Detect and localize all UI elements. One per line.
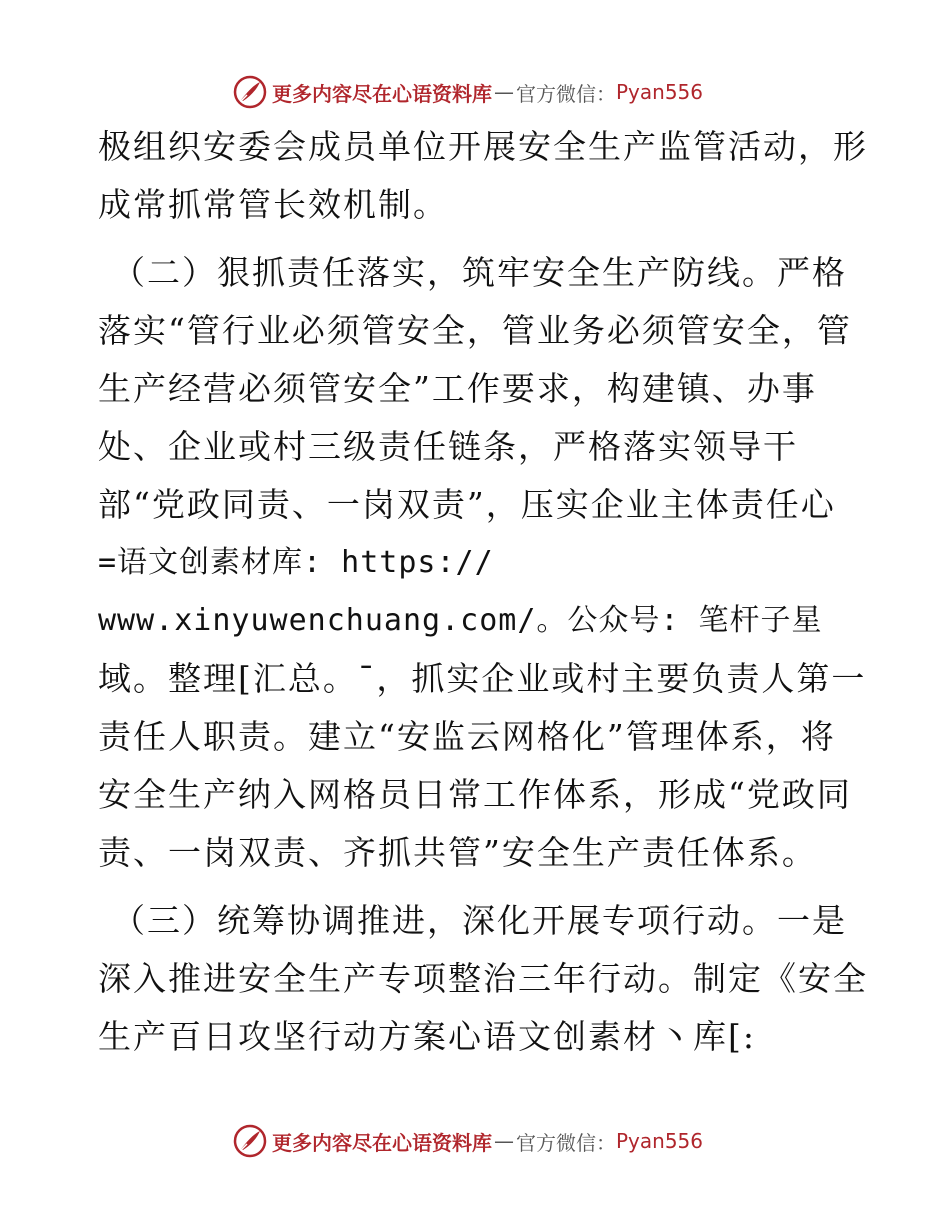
body-line: 极组织安委会成员单位开展安全生产监管活动，形	[98, 127, 868, 166]
body-line: 部“党政同责、一岗双责”，压实企业主体责任心	[98, 485, 836, 524]
footer-watermark	[232, 1121, 703, 1161]
body-line: 深入推进安全生产专项整治三年行动。制定《安全	[98, 959, 868, 998]
feather-pen-logo-icon	[232, 74, 268, 110]
body-line: 处、企业或村三级责任链条，严格落实领导干	[98, 427, 798, 466]
watermark-official-label: 官方微信：	[516, 1130, 616, 1155]
watermark-separator: —	[494, 80, 514, 104]
watermark-separator: —	[494, 1129, 514, 1153]
body-line: =语文创素材库: https://	[98, 545, 494, 580]
body-line: 域。整理[汇总。¯，抓实企业或村主要负责人第一	[98, 659, 867, 698]
document-body	[98, 118, 868, 1066]
body-line: 生产百日攻坚行动方案心语文创素材丶库[:	[98, 1017, 756, 1056]
body-line: www.xinyuwenchuang.com/。公众号: 笔杆子星	[98, 603, 823, 638]
section-heading-line: （二）狠抓责任落实，筑牢安全生产防线。严格	[112, 253, 847, 292]
watermark-wechat-id: Pyan556	[616, 1129, 704, 1153]
watermark-brand: 更多内容尽在心语资料库	[272, 1130, 492, 1155]
watermark-official-label: 官方微信：	[516, 81, 616, 106]
body-line: 落实“管行业必须管安全，管业务必须管安全，管	[98, 311, 852, 350]
body-line: 生产经营必须管安全”工作要求，构建镇、办事	[98, 369, 817, 408]
body-line: 成常抓常管长效机制。	[98, 185, 448, 224]
body-line: 责、一岗双责、齐抓共管”安全生产责任体系。	[98, 833, 817, 872]
feather-pen-logo-icon	[232, 1123, 268, 1159]
watermark-brand: 更多内容尽在心语资料库	[272, 81, 492, 106]
section-heading-line: （三）统筹协调推进，深化开展专项行动。一是	[112, 901, 847, 940]
body-line: 安全生产纳入网格员日常工作体系，形成“党政同	[98, 775, 852, 814]
watermark-wechat-id: Pyan556	[616, 80, 704, 104]
header-watermark	[232, 72, 703, 112]
body-line: 责任人职责。建立“安监云网格化”管理体系，将	[98, 717, 836, 756]
